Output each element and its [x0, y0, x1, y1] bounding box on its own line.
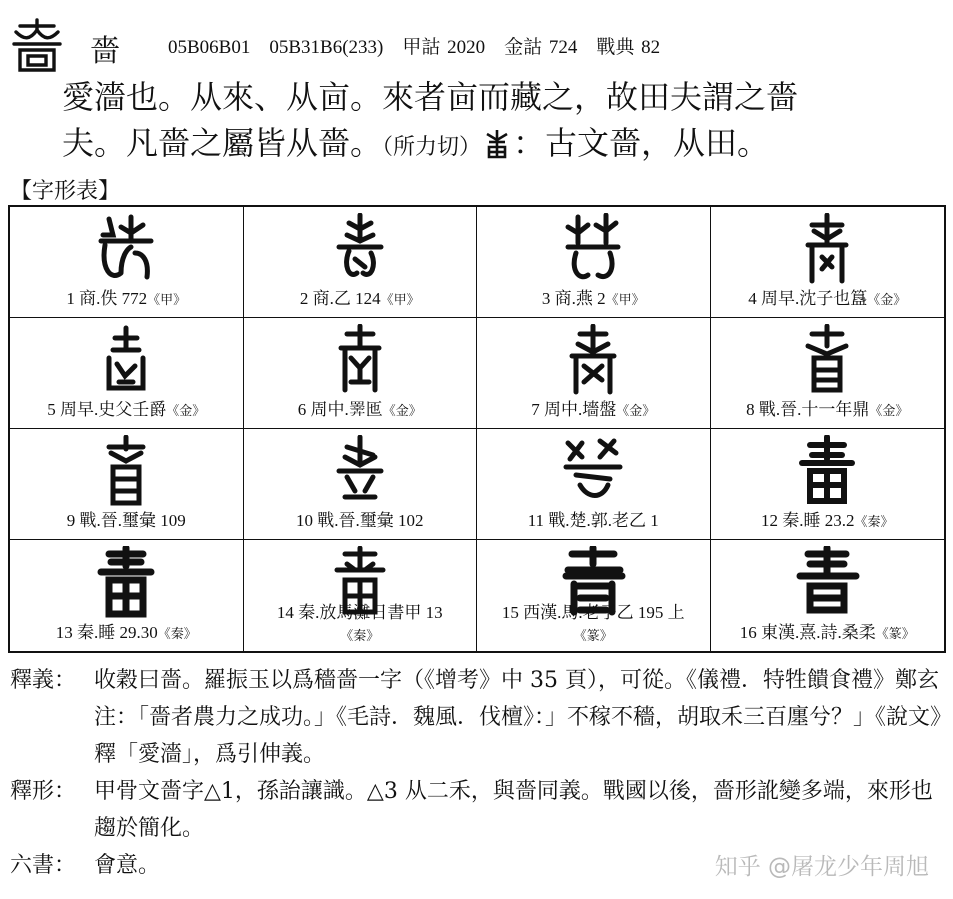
warring-states-glyph	[91, 435, 161, 507]
han-clerical-glyph	[792, 546, 862, 618]
oracle-bone-glyph	[325, 213, 395, 285]
glyph-cell	[477, 318, 711, 429]
oracle-bone-glyph	[558, 213, 628, 285]
glyph-caption: 16 東漢.熹.詩.桑柔《篆》	[739, 623, 915, 642]
glyph-caption: 14 秦.放馬灘日書甲 13 《秦》	[276, 603, 443, 643]
glyph-cell	[711, 540, 945, 651]
note-form: 釋形： 甲骨文嗇字△1，孫詒讓識。△3 从二禾，與嗇同義。戰國以後，嗇形訛變多端，來形也趨於簡化。	[10, 779, 933, 841]
glyph-caption: 5 周早.史父壬爵《金》	[47, 400, 206, 419]
glyph-cell	[244, 318, 478, 429]
glyph-caption: 3 商.燕 2《甲》	[541, 289, 645, 308]
glyph-caption: 15 西漢.馬.老子乙 195 上《篆》	[501, 603, 685, 643]
glyph-caption: 4 周早.沈子也簋《金》	[748, 289, 907, 308]
note-six-categories: 六書： 會意。	[10, 853, 161, 878]
bronze-glyph	[792, 213, 862, 285]
chu-script-glyph	[558, 435, 628, 507]
definition-line-1: 愛濇也。从來、从㐭。來者㐭而藏之，故田夫謂之嗇	[62, 78, 799, 116]
glyph-cell	[10, 429, 244, 540]
shuowen-definition	[62, 74, 942, 171]
glyph-table	[8, 205, 946, 653]
glyph-cell	[244, 429, 478, 540]
warring-states-glyph	[325, 435, 395, 507]
seal-script-glyph	[10, 18, 64, 74]
zhihu-watermark: 知乎 @屠龙少年周旭	[714, 854, 929, 880]
glyph-caption: 1 商.佚 772《甲》	[66, 289, 187, 308]
glyph-caption: 12 秦.睡 23.2《秦》	[760, 511, 894, 530]
bronze-glyph	[91, 324, 161, 396]
ancient-form-glyph	[481, 128, 513, 160]
glyph-cell	[10, 207, 244, 318]
glyph-table-title: 【字形表】	[10, 179, 121, 204]
fanqie-reading: （所力切）	[382, 135, 482, 160]
bronze-glyph	[558, 324, 628, 396]
glyph-cell	[711, 318, 945, 429]
note-meaning: 釋義： 收穀曰嗇。羅振玉以爲穡嗇一字（《增考》中 35 頁），可從。《儀禮．特牲饋食禮》鄭玄注：「嗇者農力之成功。」《毛詩．魏風．伐檀》：」不稼不穡，胡取禾三百廛兮？」《說文》釋「愛濇」，爲引伸義。	[10, 668, 942, 767]
glyph-cell	[477, 429, 711, 540]
reference-codes: 05B06B01 05B31B6(233) 甲詁 2020 金詁 724 戰典 82	[168, 37, 661, 58]
glyph-cell	[244, 540, 478, 651]
glyph-caption: 10 戰.晉.璽彙 102	[296, 511, 424, 530]
bronze-glyph	[792, 324, 862, 396]
glyph-caption: 8 戰.晉.十一年鼎《金》	[746, 400, 909, 419]
glyph-caption: 2 商.乙 124《甲》	[299, 289, 420, 308]
headword: 嗇	[90, 34, 120, 69]
glyph-cell	[477, 540, 711, 651]
glyph-cell	[477, 207, 711, 318]
glyph-cell	[10, 540, 244, 651]
glyph-cell	[711, 429, 945, 540]
definition-line-2: 夫。凡嗇之屬皆从嗇。（所力切） ：古文嗇，从田。	[62, 124, 770, 162]
glyph-caption: 11 戰.楚.郭.老乙 1	[527, 511, 659, 530]
glyph-caption: 9 戰.晉.璽彙 109	[66, 511, 186, 530]
glyph-caption: 13 秦.睡 29.30《秦》	[55, 623, 197, 642]
qin-script-glyph	[792, 435, 862, 507]
oracle-bone-glyph	[91, 213, 161, 285]
glyph-cell	[244, 207, 478, 318]
glyph-cell	[711, 207, 945, 318]
qin-script-glyph	[91, 546, 161, 618]
bronze-glyph	[325, 324, 395, 396]
glyph-caption: 7 周中.墻盤《金》	[531, 400, 656, 419]
glyph-cell	[10, 318, 244, 429]
glyph-caption: 6 周中.𢍰匜《金》	[297, 400, 422, 419]
